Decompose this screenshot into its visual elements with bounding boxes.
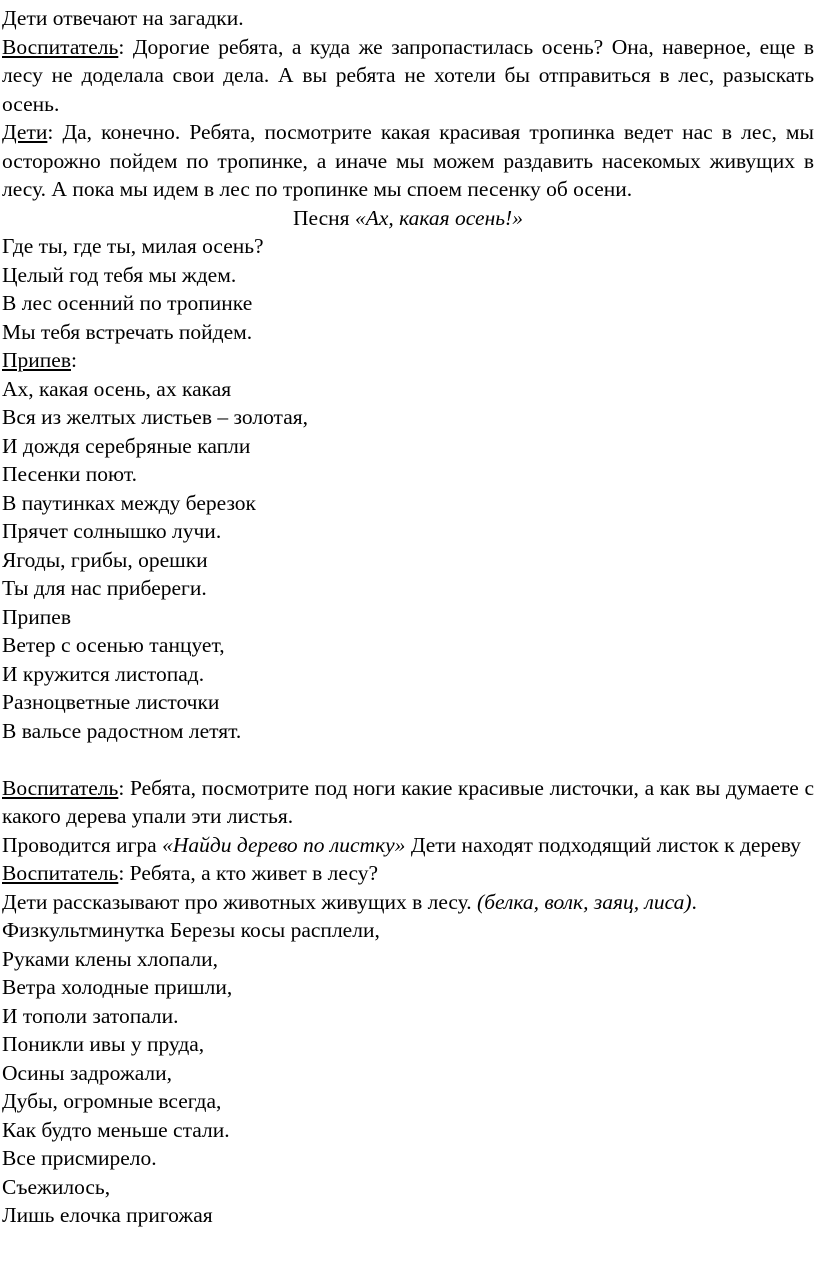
paragraph-teacher-1	[2, 33, 814, 119]
game-text: Дети находят подходящий листок к дереву	[405, 832, 801, 857]
song-line: Где ты, где ты, милая осень?	[2, 234, 264, 258]
paragraph-teacher-2	[2, 774, 814, 831]
song-line: Вся из желтых листьев – золотая,	[2, 405, 308, 429]
paragraph-game	[2, 831, 814, 860]
paragraph-children	[2, 118, 814, 204]
song-line: Песенки поют.	[2, 462, 137, 486]
song-line: И дождя серебряные капли	[2, 433, 251, 458]
song-line: В паутинках между березок	[2, 490, 257, 515]
blank-line	[2, 745, 816, 774]
song-line: Ты для нас прибереги.	[2, 576, 207, 600]
intro-line: Дети отвечают на загадки.	[2, 6, 244, 30]
song-line: Ах, какая осень, ах какая	[2, 376, 232, 401]
exercise-line: Поникли ивы у пруда,	[2, 1032, 205, 1056]
song-line: Ягоды, грибы, орешки	[2, 547, 208, 572]
paragraph-animals	[2, 888, 816, 917]
animals-text: Дети рассказывают про животных живущих в лесу.	[2, 889, 478, 914]
exercise-line: Осины задрожали,	[2, 1060, 173, 1085]
song-line: Ветер с осенью танцует,	[2, 633, 225, 657]
exercise-line: Съежилось,	[2, 1174, 111, 1199]
song-line: В вальсе радостном летят.	[2, 718, 242, 743]
exercise-line: Дубы, огромные всегда,	[2, 1089, 222, 1113]
song-title	[2, 204, 814, 233]
exercise-line: И тополи затопали.	[2, 1003, 179, 1028]
paragraph-text: : Дорогие ребята, а куда же запропастилась осень? Она, наверное, еще в лесу не доделала свои дела. А вы ребята не хотели бы отправиться в лес, разыскать осень.	[2, 34, 814, 116]
song-line: И кружится листопад.	[2, 661, 205, 686]
paragraph-text: : Ребята, посмотрите под ноги какие красивые листочки, а как вы думаете с какого дерева упали эти листья.	[2, 775, 814, 828]
exercise-line: Физкультминутка Березы косы расплели,	[2, 918, 380, 942]
chorus-colon: :	[70, 348, 77, 372]
speaker-label: Воспитатель	[2, 775, 119, 800]
speaker-label: Воспитатель	[2, 861, 119, 885]
exercise-line: Лишь елочка пригожая	[2, 1203, 213, 1227]
chorus-label	[2, 346, 816, 375]
song-name: «Ах, какая осень!»	[354, 205, 523, 230]
song-line: Прячет солнышко лучи.	[2, 519, 222, 543]
song-line: Разноцветные листочки	[2, 690, 220, 714]
song-line: Целый год тебя мы ждем.	[2, 262, 237, 287]
animals-end: .	[691, 889, 697, 914]
animals-list: (белка, волк, заяц, лиса)	[477, 889, 692, 914]
song-prefix: Песня	[293, 205, 355, 230]
exercise-line: Все присмирело.	[2, 1146, 157, 1170]
game-name: «Найди дерево по листку»	[162, 832, 406, 857]
paragraph-text: : Ребята, а кто живет в лесу?	[118, 861, 379, 885]
song-line: Мы тебя встречать пойдем.	[2, 319, 253, 344]
paragraph-text: : Да, конечно. Ребята, посмотрите какая красивая тропинка ведет нас в лес, мы осторожно пойдем по тропинке, а иначе мы можем раздавить насекомых живущих в лесу. А пока мы идем в лес по тропинке мы споем песенку об осени.	[2, 120, 814, 201]
exercise-line: Руками клены хлопали,	[2, 946, 218, 971]
song-line: В лес осенний по тропинке	[2, 291, 253, 315]
game-prefix: Проводится игра	[2, 832, 163, 857]
paragraph-teacher-3	[2, 859, 816, 888]
exercise-line: Как будто меньше стали.	[2, 1117, 230, 1142]
speaker-label: Дети	[2, 120, 48, 144]
song-line: Припев	[2, 604, 71, 629]
chorus-label-text: Припев	[2, 348, 71, 372]
speaker-label: Воспитатель	[2, 34, 119, 59]
exercise-line: Ветра холодные пришли,	[2, 975, 233, 999]
